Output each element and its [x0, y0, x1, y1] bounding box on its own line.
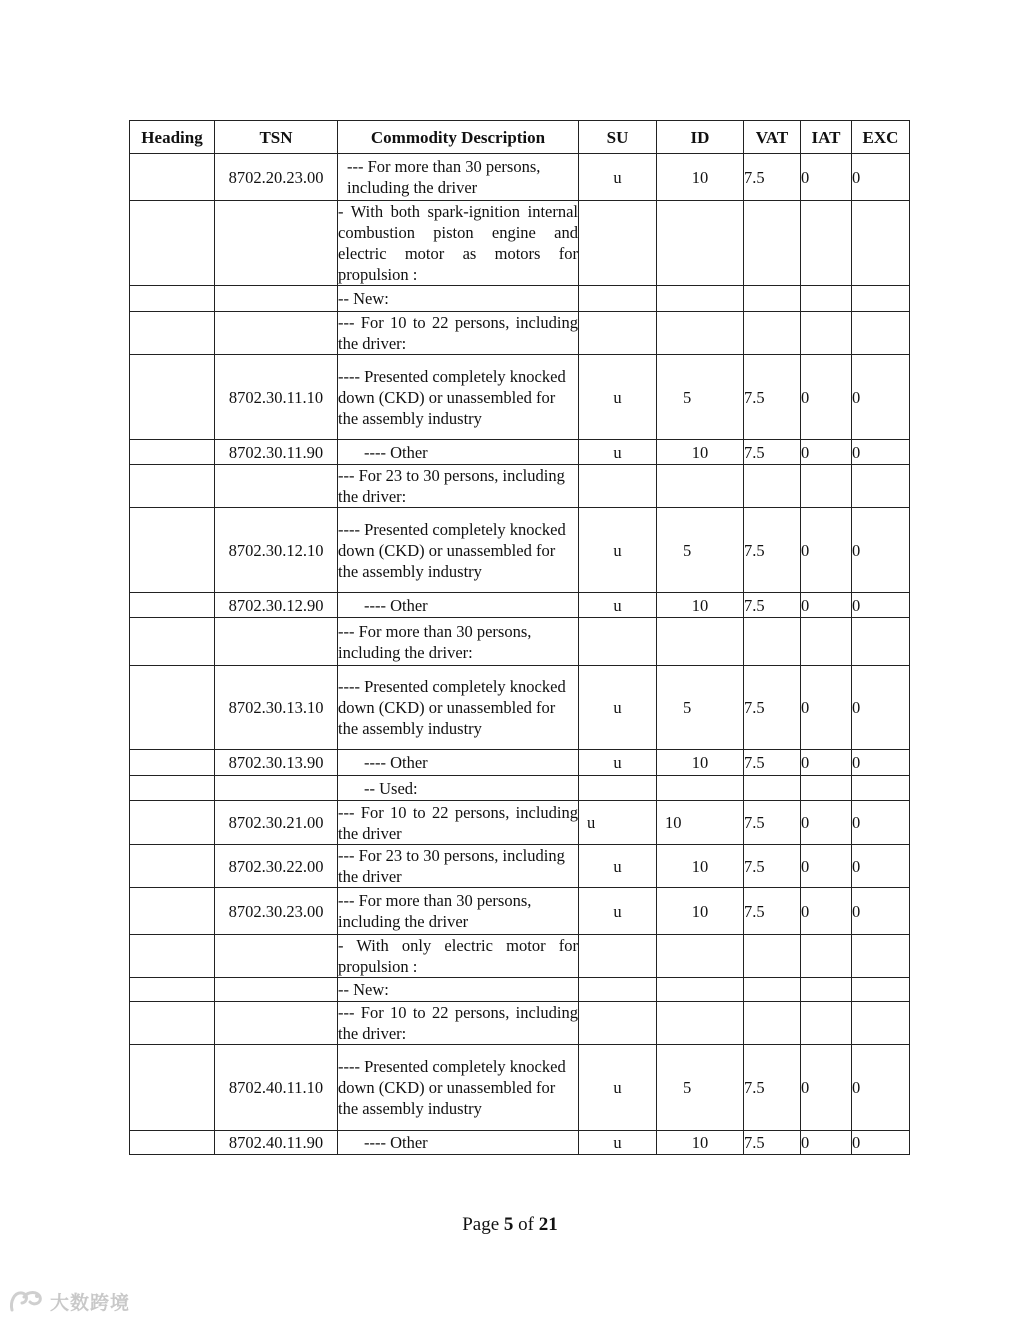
cell-iat — [801, 201, 852, 286]
cell-id: 10 — [657, 440, 744, 465]
cell-iat — [801, 286, 852, 312]
cell-description: --- For 23 to 30 persons, including the driver: — [338, 465, 579, 508]
cell-su: u — [579, 440, 657, 465]
cell-exc: 0 — [852, 801, 910, 845]
page-number: 5 — [503, 1214, 514, 1235]
cell-iat: 0 — [801, 666, 852, 750]
cell-description: --- For 10 to 22 persons, including the driver — [338, 802, 578, 843]
table-row — [130, 440, 910, 465]
cell-iat — [801, 1002, 852, 1045]
cell-heading — [130, 1002, 215, 1045]
cell-id — [657, 935, 744, 978]
cell-id: 5 — [657, 355, 744, 440]
cell-id: 5 — [657, 1045, 744, 1131]
cell-vat — [744, 935, 801, 978]
table-row — [130, 776, 910, 801]
cell-heading — [130, 508, 215, 593]
cell-exc: 0 — [852, 750, 910, 776]
cell-tsn: 8702.30.11.90 — [215, 440, 338, 465]
table-row — [130, 508, 910, 593]
cell-heading — [130, 286, 215, 312]
cell-exc — [852, 201, 910, 286]
cell-vat — [744, 618, 801, 666]
cell-su: u — [579, 508, 657, 593]
cell-iat: 0 — [801, 508, 852, 593]
cell-iat: 0 — [801, 801, 852, 845]
cell-exc — [852, 776, 910, 801]
cell-vat: 7.5 — [744, 355, 801, 440]
cell-vat: 7.5 — [744, 845, 801, 888]
cell-description: ---- Other — [338, 593, 579, 618]
total-pages: 21 — [538, 1214, 558, 1235]
cell-tsn — [215, 201, 338, 286]
cell-description: - With only electric motor for propulsion : — [338, 936, 578, 976]
cell-heading — [130, 440, 215, 465]
cell-tsn: 8702.30.21.00 — [215, 801, 338, 845]
cell-description: -- New: — [338, 978, 579, 1002]
cell-vat — [744, 978, 801, 1002]
cell-vat: 7.5 — [744, 508, 801, 593]
cell-description: --- For 10 to 22 persons, including the driver: — [338, 313, 578, 353]
cell-heading — [130, 465, 215, 508]
cell-tsn: 8702.40.11.90 — [215, 1131, 338, 1155]
cell-vat — [744, 1002, 801, 1045]
cell-tsn — [215, 978, 338, 1002]
cell-description: ---- Other — [338, 1131, 579, 1155]
header-su: SU — [579, 121, 657, 154]
table-row — [130, 935, 910, 978]
cell-tsn: 8702.30.13.10 — [215, 666, 338, 750]
cell-vat — [744, 312, 801, 355]
cell-description: -- Used: — [338, 776, 579, 801]
header-exc: EXC — [852, 121, 910, 154]
cell-id — [657, 201, 744, 286]
cell-exc: 0 — [852, 508, 910, 593]
cell-vat: 7.5 — [744, 888, 801, 935]
page-label: Page — [462, 1214, 500, 1235]
cell-iat: 0 — [801, 440, 852, 465]
cell-id — [657, 312, 744, 355]
cell-exc — [852, 465, 910, 508]
cell-heading — [130, 201, 215, 286]
cell-heading — [130, 618, 215, 666]
cell-su: u — [579, 593, 657, 618]
cell-tsn: 8702.30.12.10 — [215, 508, 338, 593]
cell-vat: 7.5 — [744, 1131, 801, 1155]
cell-su: u — [579, 666, 657, 750]
cell-exc: 0 — [852, 845, 910, 888]
cell-su — [579, 1002, 657, 1045]
cell-description: ---- Presented completely knocked down (CKD) or unassembled for the assembly industry — [338, 666, 579, 750]
cell-iat: 0 — [801, 154, 852, 201]
cell-heading — [130, 666, 215, 750]
cell-id: 10 — [657, 593, 744, 618]
table-row — [130, 312, 910, 355]
cell-su: u — [579, 154, 657, 201]
cell-exc: 0 — [852, 888, 910, 935]
table-row — [130, 888, 910, 935]
cell-heading — [130, 978, 215, 1002]
table-row — [130, 1045, 910, 1131]
cell-tsn: 8702.30.12.90 — [215, 593, 338, 618]
cell-description: ---- Other — [338, 440, 579, 465]
table-row — [130, 1131, 910, 1155]
cell-exc: 0 — [852, 355, 910, 440]
cell-heading — [130, 593, 215, 618]
cell-iat: 0 — [801, 355, 852, 440]
cell-id: 10 — [657, 1131, 744, 1155]
cell-exc: 0 — [852, 666, 910, 750]
cell-su — [579, 776, 657, 801]
tariff-table — [129, 120, 910, 1155]
cell-exc: 0 — [852, 440, 910, 465]
table-row — [130, 286, 910, 312]
cell-su: u — [579, 1045, 657, 1131]
cell-id: 10 — [657, 888, 744, 935]
header-iat: IAT — [801, 121, 852, 154]
cell-vat — [744, 465, 801, 508]
cell-id — [657, 618, 744, 666]
cell-heading — [130, 776, 215, 801]
cell-tsn — [215, 618, 338, 666]
table-row — [130, 593, 910, 618]
page-footer — [0, 1214, 1020, 1236]
cell-su — [579, 935, 657, 978]
cell-su: u — [579, 1131, 657, 1155]
cell-iat — [801, 978, 852, 1002]
cell-id: 5 — [657, 508, 744, 593]
cell-tsn: 8702.40.11.10 — [215, 1045, 338, 1131]
cell-exc — [852, 618, 910, 666]
cell-description: --- For more than 30 persons, including the driver — [338, 888, 579, 935]
cell-exc — [852, 312, 910, 355]
header-vat: VAT — [744, 121, 801, 154]
cell-iat: 0 — [801, 1131, 852, 1155]
cell-vat: 7.5 — [744, 666, 801, 750]
watermark — [8, 1286, 130, 1316]
cell-id: 10 — [657, 750, 744, 776]
cell-su: u — [579, 750, 657, 776]
cell-heading — [130, 801, 215, 845]
cell-iat: 0 — [801, 1045, 852, 1131]
cell-tsn: 8702.30.11.10 — [215, 355, 338, 440]
brand-logo-icon — [8, 1288, 46, 1314]
cell-vat — [744, 776, 801, 801]
cell-description: ---- Presented completely knocked down (CKD) or unassembled for the assembly industry — [338, 355, 579, 440]
cell-su: u — [579, 888, 657, 935]
cell-tsn: 8702.30.13.90 — [215, 750, 338, 776]
cell-id — [657, 1002, 744, 1045]
cell-exc: 0 — [852, 593, 910, 618]
cell-su — [579, 286, 657, 312]
cell-tsn — [215, 935, 338, 978]
cell-id — [657, 465, 744, 508]
cell-heading — [130, 312, 215, 355]
cell-exc — [852, 935, 910, 978]
table-row — [130, 750, 910, 776]
cell-description: ---- Presented completely knocked down (CKD) or unassembled for the assembly industry — [338, 1045, 579, 1131]
cell-vat: 7.5 — [744, 593, 801, 618]
cell-su — [579, 465, 657, 508]
cell-id: 10 — [657, 845, 744, 888]
cell-iat — [801, 312, 852, 355]
cell-vat — [744, 201, 801, 286]
table-row — [130, 801, 910, 845]
table-row — [130, 201, 910, 286]
cell-iat — [801, 935, 852, 978]
cell-exc: 0 — [852, 154, 910, 201]
header-id: ID — [657, 121, 744, 154]
cell-su: u — [579, 801, 657, 845]
cell-iat — [801, 465, 852, 508]
cell-id: 10 — [657, 801, 744, 845]
cell-vat: 7.5 — [744, 750, 801, 776]
cell-exc: 0 — [852, 1131, 910, 1155]
cell-id: 10 — [657, 154, 744, 201]
header-heading: Heading — [130, 121, 215, 154]
cell-description: - With both spark-ignition internal combustion piston engine and electric motor as motors for propulsion : — [338, 202, 578, 284]
cell-description: -- New: — [338, 286, 579, 312]
cell-vat: 7.5 — [744, 1045, 801, 1131]
cell-exc — [852, 286, 910, 312]
cell-su — [579, 978, 657, 1002]
cell-id — [657, 286, 744, 312]
cell-heading — [130, 355, 215, 440]
cell-heading — [130, 1131, 215, 1155]
cell-exc: 0 — [852, 1045, 910, 1131]
cell-su — [579, 312, 657, 355]
cell-heading — [130, 845, 215, 888]
table-row — [130, 618, 910, 666]
cell-tsn — [215, 465, 338, 508]
cell-tsn: 8702.30.23.00 — [215, 888, 338, 935]
cell-iat: 0 — [801, 888, 852, 935]
cell-description: --- For more than 30 persons, including the driver: — [338, 618, 579, 666]
cell-tsn — [215, 776, 338, 801]
cell-exc — [852, 978, 910, 1002]
of-label: of — [518, 1214, 534, 1235]
cell-iat — [801, 776, 852, 801]
cell-vat: 7.5 — [744, 154, 801, 201]
cell-vat: 7.5 — [744, 801, 801, 845]
cell-heading — [130, 935, 215, 978]
table-row — [130, 666, 910, 750]
cell-iat: 0 — [801, 845, 852, 888]
table-row — [130, 1002, 910, 1045]
cell-tsn — [215, 286, 338, 312]
cell-iat — [801, 618, 852, 666]
cell-su — [579, 618, 657, 666]
cell-description: ---- Other — [338, 750, 579, 776]
cell-description: ---- Presented completely knocked down (CKD) or unassembled for the assembly industry — [338, 508, 579, 593]
table-row — [130, 154, 910, 201]
cell-su: u — [579, 845, 657, 888]
cell-description: --- For more than 30 persons, including the driver — [338, 154, 579, 201]
cell-heading — [130, 888, 215, 935]
cell-heading — [130, 154, 215, 201]
cell-iat: 0 — [801, 593, 852, 618]
cell-vat — [744, 286, 801, 312]
table-row — [130, 978, 910, 1002]
header-tsn: TSN — [215, 121, 338, 154]
cell-tsn: 8702.30.22.00 — [215, 845, 338, 888]
table-row — [130, 465, 910, 508]
cell-id: 5 — [657, 666, 744, 750]
cell-iat: 0 — [801, 750, 852, 776]
cell-tsn — [215, 312, 338, 355]
table-row — [130, 845, 910, 888]
cell-su: u — [579, 355, 657, 440]
cell-id — [657, 978, 744, 1002]
header-commodity-description: Commodity Description — [338, 121, 579, 154]
cell-tsn: 8702.20.23.00 — [215, 154, 338, 201]
table-header-row — [130, 121, 910, 154]
table-row — [130, 355, 910, 440]
cell-heading — [130, 750, 215, 776]
cell-exc — [852, 1002, 910, 1045]
watermark-text: 大数跨境 — [50, 1291, 131, 1314]
cell-id — [657, 776, 744, 801]
cell-description: --- For 23 to 30 persons, including the driver — [338, 845, 579, 888]
cell-su — [579, 201, 657, 286]
cell-heading — [130, 1045, 215, 1131]
cell-vat: 7.5 — [744, 440, 801, 465]
cell-description: --- For 10 to 22 persons, including the driver: — [338, 1003, 578, 1043]
cell-tsn — [215, 1002, 338, 1045]
